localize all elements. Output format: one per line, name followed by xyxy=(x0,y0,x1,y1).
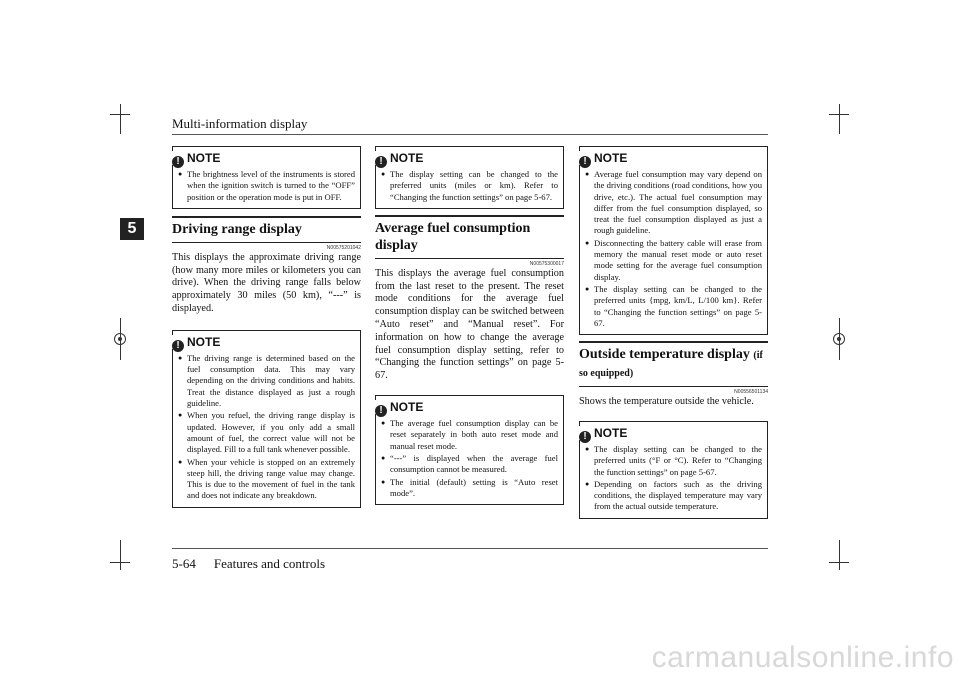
section-body-outside-temperature: Shows the temperature outside the vehicle. xyxy=(579,396,754,408)
note-item: ● When your vehicle is stopped on an extremely steep hill, the driving range value may change. This is due to the movement of fuel in the tank and does not indicate any breakdown. xyxy=(178,457,355,502)
note-box-temperature xyxy=(579,421,768,519)
note-box-fuel-consumption xyxy=(579,146,768,335)
note-list xyxy=(178,169,355,203)
note-item: ● When you refuel, the driving range display is updated. However, if you only add a small amount of fuel, the correct value will not be displayed. Fill to a full tank whenever possible. xyxy=(178,410,355,455)
note-item: ● The average fuel consumption display can be reset separately in both auto reset mode and manual reset mode. xyxy=(381,418,558,452)
section-code: N00575300017 xyxy=(529,260,564,267)
section-code: N00575201042 xyxy=(326,244,361,251)
crop-mark-tr-h xyxy=(829,114,849,115)
column-2 xyxy=(375,146,564,505)
note-heading xyxy=(172,151,224,165)
note-icon: ! xyxy=(172,156,184,168)
section-body-driving-range: This displays the approximate driving range (how many more miles or kilometers you can drive). When the driving range falls below approximately 30 miles (50 km), “---” is displayed. xyxy=(172,251,361,315)
note-box-display-setting xyxy=(375,146,564,209)
note-item: ● The brightness level of the instruments is stored when the ignition switch is turned to the “OFF” position or the operation mode is put in OFF. xyxy=(178,169,355,203)
note-icon: ! xyxy=(579,431,591,443)
crop-mark-bl-h xyxy=(110,562,130,563)
section-title-text: Outside temperature display xyxy=(579,347,750,363)
watermark: carmanualsonline.info xyxy=(651,641,954,674)
note-box-brightness xyxy=(172,146,361,209)
note-heading xyxy=(579,151,631,165)
note-item: ● “---” is displayed when the average fuel consumption cannot be measured. xyxy=(381,453,558,476)
header-rule xyxy=(172,134,768,135)
section-body-average-fuel: This displays the average fuel consumption from the last reset to the present. The reset mode conditions for the average fuel consumption display can be switched between “Auto reset” and “Manual reset”. For information on how to change the average fuel consumption display setting, refer to “Changing the function settings” on page 5-67. xyxy=(375,267,564,382)
footer-section-name: Features and controls xyxy=(213,556,326,571)
note-icon: ! xyxy=(375,156,387,168)
note-heading xyxy=(579,426,631,440)
note-icon: ! xyxy=(579,156,591,168)
note-item: ● The initial (default) setting is “Auto reset mode”. xyxy=(381,477,558,500)
section-title-suffix: (if so equipped) xyxy=(579,350,763,380)
note-label: NOTE xyxy=(390,400,424,415)
note-heading xyxy=(375,151,427,165)
crop-mark-br-h xyxy=(829,562,849,563)
note-list xyxy=(178,353,355,502)
section-code: N00556501134 xyxy=(734,389,768,396)
note-item: ● The display setting can be changed to the preferred units {mpg, km/L, L/100 km}. Refer to “Changing the function settings” on page 5-67. xyxy=(585,284,762,329)
note-label: NOTE xyxy=(594,151,628,165)
section-title-driving-range: Driving range display xyxy=(172,216,361,243)
registration-line-right xyxy=(839,318,840,360)
note-item: ● Depending on factors such as the driving conditions, the displayed temperature may vary from the actual outside temperature. xyxy=(585,479,762,513)
column-3 xyxy=(579,146,768,519)
crop-mark-bl-v xyxy=(120,540,121,570)
note-list xyxy=(585,444,762,513)
note-label: NOTE xyxy=(187,151,221,165)
note-icon: ! xyxy=(172,340,184,352)
note-item: ● Disconnecting the battery cable will erase from memory the manual reset mode or auto reset mode setting for the average fuel consumption display. xyxy=(585,238,762,283)
note-icon: ! xyxy=(375,405,387,417)
footer-rule xyxy=(172,548,768,549)
note-list xyxy=(381,169,558,203)
section-title-outside-temperature xyxy=(579,341,768,387)
chapter-tab: 5 xyxy=(120,218,144,240)
crop-mark-tr-v xyxy=(839,104,840,134)
note-label: NOTE xyxy=(594,425,628,440)
note-label: NOTE xyxy=(390,151,424,165)
note-item: ● Average fuel consumption may vary depend on the driving conditions (road conditions, how you drive, etc.). The actual fuel consumption may differ from the fuel consumption displayed, so treat the fuel consumption displayed as just a rough guideline. xyxy=(585,169,762,237)
note-item: ● The display setting can be changed to the preferred units (°F or °C). Refer to “Changing the function settings” on page 5-67. xyxy=(585,444,762,478)
crop-mark-tl-h xyxy=(110,114,130,115)
note-list xyxy=(585,169,762,329)
note-box-driving-range xyxy=(172,330,361,508)
registration-line-left xyxy=(120,318,121,360)
note-heading xyxy=(172,335,224,349)
crop-mark-br-v xyxy=(839,540,840,570)
crop-mark-tl-v xyxy=(120,104,121,134)
note-item: ● The display setting can be changed to the preferred units (miles or km). Refer to “Changing the function settings” on page 5-67. xyxy=(381,169,558,203)
page-header-title: Multi-information display xyxy=(172,116,308,131)
note-label: NOTE xyxy=(187,334,221,349)
column-1 xyxy=(172,146,361,508)
note-item: ● The driving range is determined based on the fuel consumption data. This may vary depending on the driving conditions and habits. Treat the distance displayed as just a rough guideline. xyxy=(178,353,355,409)
note-heading xyxy=(375,400,427,417)
page-number: 5-64 xyxy=(172,556,196,571)
section-title-average-fuel: Average fuel consumption display xyxy=(375,215,564,259)
page-footer xyxy=(172,556,343,572)
note-box-average-fuel xyxy=(375,395,564,505)
note-list xyxy=(381,418,558,499)
